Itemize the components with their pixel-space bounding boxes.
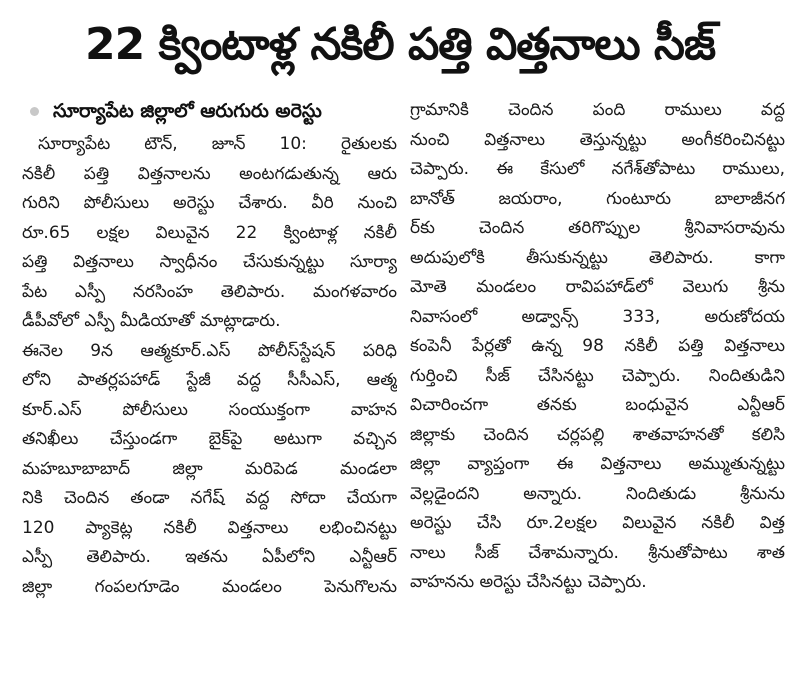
body-text-line: జిల్లా వ్యాప్తంగా ఈ విత్తనాలు అమ్ముతున్నట్టు [410,454,785,474]
body-text-line: విచారించగా తనకు బంధువైన ఎన్టీఆర్‌ [410,395,785,415]
body-text-line: చెప్పారు. ఈ కేసులో నగేశ్‌తోపాటు రాములు, [410,159,785,179]
body-text-line: 120 ప్యాకెట్ల నకిలీ విత్తనాలు లభించినట్టు [22,517,397,538]
subheadline [22,96,397,126]
body-text-line: మహబూబాబాద్‌ జిల్లా మరిపెడ మండలా [22,458,397,479]
body-text-line: గ్రామానికి చెందిన పంది రాములు వద్ద [410,100,785,120]
body-text-line: ఈనెల 9న ఆత్మకూర్‌.ఎస్‌ పోలీస్‌స్టేషన్‌ పరిధి [22,340,397,361]
body-text-line: పేట ఎస్పీ నరసింహ తెలిపారు. మంగళవారం [22,281,397,302]
body-text-line: పత్తి విత్తనాలు స్వాధీనం చేసుకున్నట్టు సూర్యా [22,252,397,272]
subheadline-text: సూర్యాపేట జిల్లాలో ఆరుగురు అరెస్టు [53,100,322,122]
body-text-line: డీపీవోలో ఎస్పీ మీడియాతో మాట్లాడారు. [22,311,281,331]
body-text-line: మోతె మండలం రావిపహాడ్‌లో వెలుగు శ్రీను [410,277,785,297]
body-text-line: ఎస్పీ తెలిపారు. ఇతను ఏపీలోని ఎన్టీఆర్‌ [22,547,397,567]
body-text-line: నాలు సీజ్‌ చేశామన్నారు. శ్రీనుతోపాటు శాత [410,542,785,563]
left-column [22,96,397,602]
body-text-line: వాహనను అరెస్టు చేసినట్టు చెప్పారు. [410,572,647,592]
body-text-line: ర్‌కు చెందిన తరిగొప్పుల శ్రీనివాసరావును [410,218,785,238]
bullet-icon [30,107,39,116]
body-text-line: నివాసంలో అడ్వాన్స్‌ 333, అరుణోదయ [410,306,785,327]
body-text-line: జిల్లా గంపలగూడెం మండలం పెనుగొలను [22,576,397,597]
body-text-line: లోని పాతర్లపహాడ్‌ స్టేజీ వద్ద సీసీఎస్‌, ఆత్మ [22,370,397,390]
body-text-line: అరెస్టు చేసి రూ.2లక్షల విలువైన నకిలీ విత్త [410,513,785,533]
body-text-line: గుర్తించి సీజ్‌ చేసినట్టు చెప్పారు. నిందితుడిని [410,365,785,386]
body-text-line: నికి చెందిన తండా నగేష్‌ వద్ద సోదా చేయగా [22,488,397,508]
body-text-line: అదుపులోకి తీసుకున్నట్టు తెలిపారు. కాగా [410,247,785,268]
body-text-line: కూర్‌.ఎస్‌ పోలీసులు సంయుక్తంగా వాహన [22,399,397,420]
body-text-line: గురిని పోలీసులు అరెస్టు చేశారు. వీరి నుంచి [22,193,397,213]
body-text-line: బానోత్‌ జయరాం, గుంటూరు బాలాజీనగ [410,188,785,209]
body-text-line: సూర్యాపేట టౌన్‌, జూన్‌ 10: రైతులకు [38,134,397,154]
headline: 22 క్వింటాళ్ల నకిలీ పత్తి విత్తనాలు సీజ్ [85,19,715,70]
body-text-line: వెల్లడైందని అన్నారు. నిందితుడు శ్రీనును [410,483,785,504]
body-text-line: రూ.65 లక్షల విలువైన 22 క్వింటాళ్ల నకిలీ [22,222,397,243]
right-column [410,96,785,598]
body-text-line: జిల్లాకు చెందిన చర్లపల్లి శాతవాహనతో కలిసి [410,424,785,445]
body-text-line: తనిఖీలు చేస్తుండగా బైక్‌పై అటుగా వచ్చిన [22,429,397,449]
body-text-line: కంపెనీ పేర్లతో ఉన్న 98 నకిలీ పత్తి విత్తనాలు [410,336,785,356]
body-text-line: నకిలీ పత్తి విత్తనాలను అంటగడుతున్న ఆరు [22,163,397,184]
body-text-line: నుంచి విత్తనాలు తెస్తున్నట్టు అంగీకరించినట్టు [410,129,785,150]
